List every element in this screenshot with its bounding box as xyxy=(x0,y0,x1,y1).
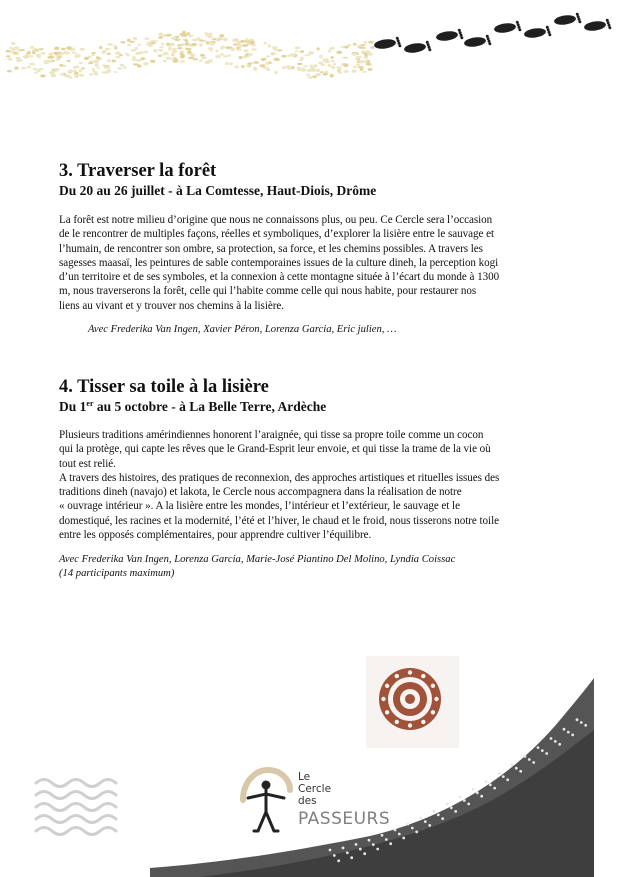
section-tisser-sa-toile xyxy=(59,376,564,581)
sun-symbol-icon xyxy=(366,656,459,748)
section-3-title: 3. Traverser la forêt xyxy=(59,161,217,181)
sand-dot-pattern xyxy=(6,31,375,79)
brand-text-le: Le xyxy=(298,771,311,783)
section-3-dates-location: Du 20 au 26 juillet - à La Comtesse, Haut-Diois, Drôme xyxy=(59,183,377,198)
paragraph-line: La forêt est notre milieu d’origine que nous ne connaissons plus, ou peu. Ce Cercle sera l’occasion xyxy=(59,214,493,226)
paragraph-line: traditions dineh (navajo) et lakota, le Cercle nous accompagnera dans la réalisation de notre xyxy=(59,486,462,499)
section-4-title: 4. Tisser sa toile à la lisière xyxy=(59,377,269,397)
paragraph-line: « ouvrage intérieur ». A la lisière entre les mondes, l’intérieur et l’extérieur, le sauvage et le xyxy=(59,500,460,513)
brand-text-cercle: Cercle xyxy=(298,783,332,795)
wave-lines-icon xyxy=(36,780,116,835)
section-traverser-la-foret xyxy=(59,160,564,337)
paragraph-line: A travers des histoires, des pratiques de reconnexion, des approches artistiques et rituelles issues des xyxy=(59,471,500,484)
paragraph-line: Plusieurs traditions amérindiennes honorent l’araignée, qui tisse sa propre toile comme un cocon xyxy=(59,429,484,441)
section-4-credits: Avec Frederika Van Ingen, Lorenza Garcia, Marie-José Piantino Del Molino, Lyndia Coissac xyxy=(59,554,456,566)
paragraph-line: tout est relié. xyxy=(59,457,116,470)
cercle-des-passeurs-logo-icon xyxy=(243,770,290,831)
subtitle-end: au 5 octobre - à La Belle Terre, Ardèche xyxy=(93,399,327,414)
bottom-decoration xyxy=(0,640,619,877)
paragraph-line: l’humain, de rencontrer son ombre, sa protection, sa force, et les chemins possibles. A travers les xyxy=(59,242,483,255)
paragraph-line: d’un territoire et de ses symboles, et la connexion à cette montagne située à l’écart du monde à 1300 xyxy=(59,271,500,284)
paragraph-line: de le rencontrer de multiples façons, réelles et symboliques, d’explorer la lisière entre le sauvage et xyxy=(59,228,495,241)
section-3-description xyxy=(59,213,564,313)
ordinal-superscript: er xyxy=(86,399,94,408)
paragraph-line: sagesses maasaï, les peintures de sable contemporaines issues de la culture dineh, la perception kogi xyxy=(59,256,499,269)
top-banner xyxy=(0,0,619,90)
section-3-credits: Avec Frederika Van Ingen, Xavier Péron, Lorenza Garcia, Eric julien, … xyxy=(88,324,397,336)
section-4-description xyxy=(59,428,564,542)
brand-text-passeurs: PASSEURS xyxy=(298,809,391,829)
paragraph-line: liens au vivant et y trouver nos chemins à la lisière. xyxy=(59,299,284,312)
footprints-trail-icon xyxy=(373,12,611,54)
brand-text-des: des xyxy=(298,795,317,807)
section-4-dates-location xyxy=(59,398,564,415)
paragraph-line: entre les opposés complémentaires, pour apprendre cultiver l’équilibre. xyxy=(59,529,372,542)
paragraph-line: domestiqué, les racines et la modernité, l’été et l’hiver, le chaud et le froid, nous tisserons notre toile xyxy=(59,514,499,527)
subtitle-start: Du 1 xyxy=(59,399,87,414)
paragraph-line: qui la protège, qui capte les rêves que le Grand-Esprit leur envoie, et qui tisse la trame de la vie où xyxy=(59,443,491,456)
section-4-capacity: (14 participants maximum) xyxy=(59,568,175,580)
paragraph-line: m, nous traverserons la forêt, celle qui l’habite comme celle qui nous habite, pour restaurer nos xyxy=(59,285,477,298)
